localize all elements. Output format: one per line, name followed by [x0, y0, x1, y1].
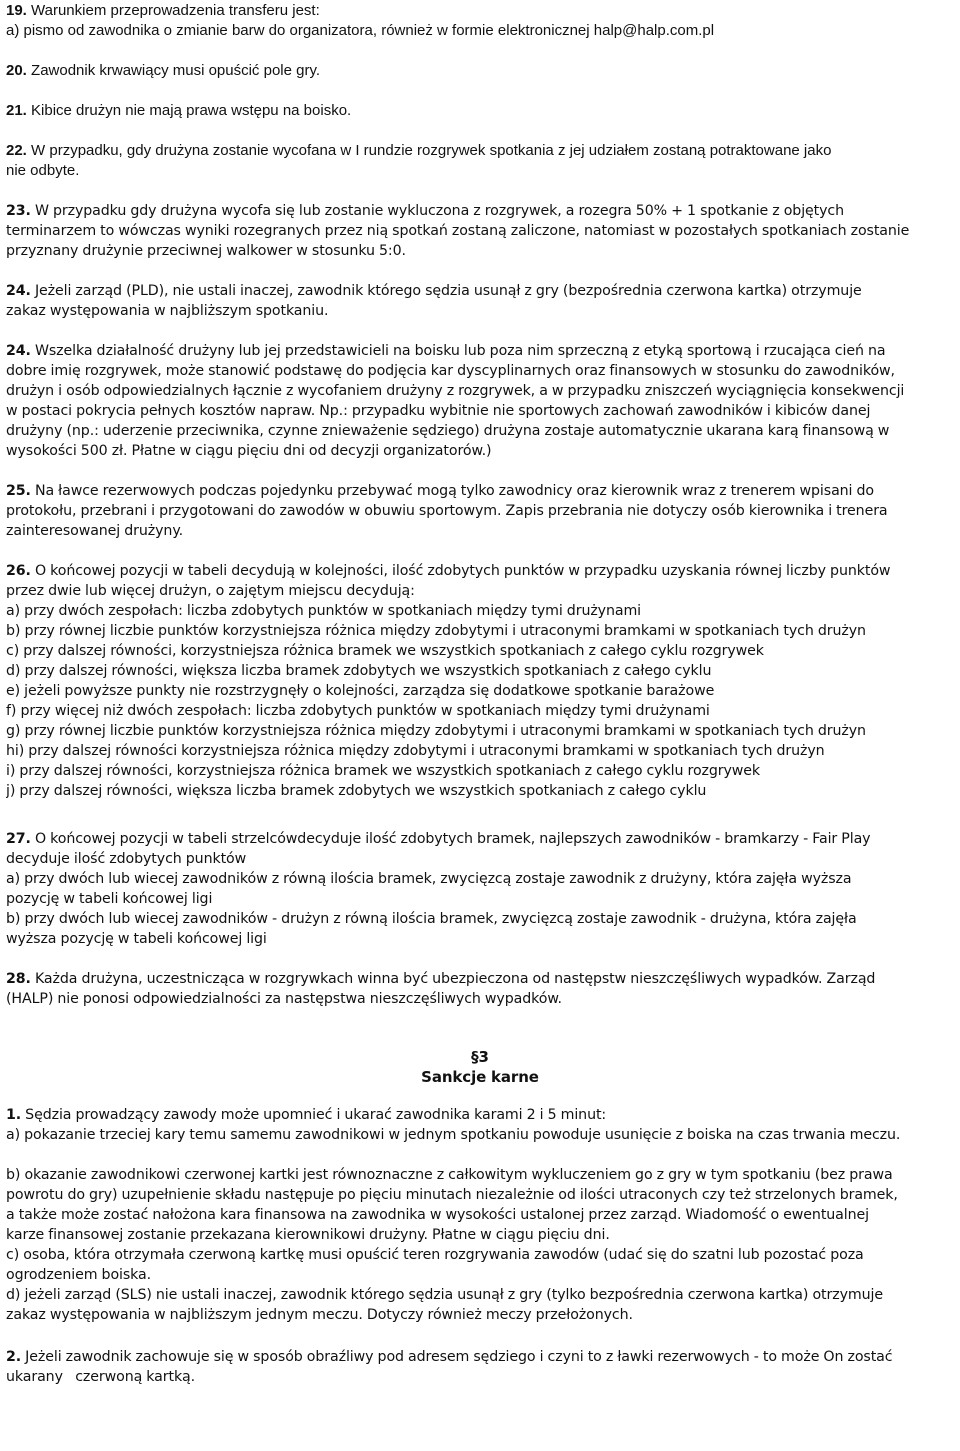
rule-number: 26. [6, 563, 31, 579]
rule-number: 23. [6, 203, 31, 219]
rule-number: 20. [6, 62, 27, 79]
rule-number: 25. [6, 483, 31, 499]
list-item: karze finansowej zostanie przekazana kierownikowi drużyny. Płatne w ciągu pięciu dni. [6, 1227, 610, 1243]
rule-number: 22. [6, 142, 27, 159]
section-heading [6, 1047, 954, 1087]
rule-28 [6, 969, 954, 1009]
rule-text: W przypadku, gdy drużyna zostanie wycofana w I rundzie rozgrywek spotkania z jej udziałem zostaną potraktowane jako [26, 142, 832, 159]
rule-text: Sędzia prowadzący zawody może upomnieć i ukarać zawodnika karami 2 i 5 minut: [21, 1107, 607, 1123]
rule-text: zainteresowanej drużyny. [6, 523, 184, 539]
rule-24-conduct [6, 341, 954, 461]
rule-text: Na ławce rezerwowych podczas pojedynku przebywać mogą tylko zawodnicy oraz kierownik wraz z trenerem wpisani do [30, 483, 874, 499]
rule-text: terminarzem to wówczas wyniki rozegranych przez nią spotkań zostaną zaliczone, natomiast w pozostałych spotkaniach zostanie [6, 223, 910, 239]
list-item: a) przy dwóch zespołach: liczba zdobytych punktów w spotkaniach między tymi drużynami [6, 603, 642, 619]
list-item: c) osoba, która otrzymała czerwoną kartkę musi opuścić teren rozgrywania zawodów (udać się do szatni lub pozostać poza [6, 1247, 864, 1263]
list-item: d) przy dalszej równości, większa liczba bramek zdobytych we wszystkich spotkaniach z całego cyklu [6, 663, 712, 679]
rule-text: Wszelka działalność drużyny lub jej przedstawicieli na boisku lub poza nim sprzeczną z etyką sportową i rzucająca cień na [30, 343, 886, 359]
rule-text: Warunkiem przeprowadzenia transferu jest: [26, 2, 320, 19]
sanction-1-continued [6, 1165, 954, 1325]
rule-number: 1. [6, 1107, 22, 1123]
rule-text: przyznany drużynie przeciwnej walkower w stosunku 5:0. [6, 243, 406, 259]
sanction-1 [6, 1105, 954, 1145]
list-item: b) przy dwóch lub wiecej zawodników - drużyn z równą ilościa bramek, zwycięzcą zostaje zawodnik - drużyna, która zajęła [6, 911, 857, 927]
list-item: pozycję w tabeli końcowej ligi [6, 891, 213, 907]
rule-19 [6, 1, 954, 41]
rule-number: 27. [6, 831, 31, 847]
rule-text: Jeżeli zarząd (PLD), nie ustali inaczej, zawodnik którego sędzia usunął z gry (bezpośrednia czerwona kartka) otrzymuje [30, 283, 862, 299]
list-item: a także może zostać nałożona kara finansowa na zawodnika w wysokości ustalonej przez zarząd. Wiadomość o ewentualnej [6, 1207, 869, 1223]
rule-number: 21. [6, 102, 27, 119]
section-title: Sankcje karne [421, 1068, 539, 1086]
rule-text: a) pismo od zawodnika o zmianie barw do organizatora, również w formie elektronicznej [6, 22, 594, 39]
list-item: e) jeżeli powyższe punkty nie rozstrzygnęły o kolejności, zarządza się dodatkowe spotkanie barażowe [6, 683, 715, 699]
rule-text: Kibice drużyn nie mają prawa wstępu na boisko. [26, 102, 352, 119]
list-item: c) przy dalszej równości, korzystniejsza różnica bramek we wszystkich spotkaniach z całego cyklu rozgrywek [6, 643, 764, 659]
rule-22 [6, 141, 954, 181]
list-item: g) przy równej liczbie punktów korzystniejsza różnica między zdobytymi i utraconymi bramkami w spotkaniach tych drużyn [6, 723, 866, 739]
rule-text: Zawodnik krwawiący musi opuścić pole gry. [26, 62, 321, 79]
rule-number: 19. [6, 2, 27, 19]
list-item: wyższa pozycję w tabeli końcowej ligi [6, 931, 267, 947]
rule-20 [6, 61, 954, 81]
list-item: a) przy dwóch lub wiecej zawodników z równą ilościa bramek, zwycięzcą zostaje zawodnik z drużyny, która zajęła wyższa [6, 871, 852, 887]
rule-text: protokołu, przebrani i przygotowani do zawodów w obuwiu sportowym. Zapis przebrania nie dotyczy osób kierownika i trenera [6, 503, 888, 519]
list-item: b) okazanie zawodnikowi czerwonej kartki jest równoznaczne z całkowitym wykluczeniem go z gry w tym spotkaniu (bez prawa [6, 1167, 893, 1183]
rule-text: decyduje ilość zdobytych punktów [6, 851, 247, 867]
rule-27 [6, 829, 954, 949]
rule-text: przez dwie lub więcej drużyn, o zajętym miejscu decydują: [6, 583, 415, 599]
rule-text: nie odbyte. [6, 162, 80, 179]
list-item: a) pokazanie trzeciej kary temu samemu zawodnikowi w jednym spotkaniu powoduje usunięcie z boiska na czas trwania meczu. [6, 1127, 901, 1143]
rule-21 [6, 101, 954, 121]
list-item: ogrodzeniem boiska. [6, 1267, 152, 1283]
list-item: f) przy więcej niż dwóch zespołach: liczba zdobytych punktów w spotkaniach między tymi drużynami [6, 703, 710, 719]
list-item: zakaz występowania w najbliższym jednym meczu. Dotyczy również meczy przełożonych. [6, 1307, 633, 1323]
rule-text: w postaci pokrycia pełnych kosztów napraw. Np.: przypadku wybitnie nie sportowych zachowań zawodników i kibiców danej [6, 403, 871, 419]
list-item: b) przy równej liczbie punktów korzystniejsza różnica między zdobytymi i utraconymi bramkami w spotkaniach tych drużyn [6, 623, 866, 639]
rule-text: wysokości 500 zł. Płatne w ciągu pięciu dni od decyzji organizatorów.) [6, 443, 492, 459]
rule-23 [6, 201, 954, 261]
rule-text: Każda drużyna, uczestnicząca w rozgrywkach winna być ubezpieczona od następstw nieszczęśliwych wypadków. Zarząd [30, 971, 876, 987]
list-item: d) jeżeli zarząd (SLS) nie ustali inaczej, zawodnik którego sędzia usunął z gry (tylko bezpośrednia czerwona kartka) otrzymuje [6, 1287, 883, 1303]
rule-25 [6, 481, 954, 541]
rule-number: 24. [6, 283, 31, 299]
rule-text: ukarany czerwoną kartką. [6, 1369, 196, 1385]
rule-text: drużyny (np.: uderzenie przeciwnika, czynne znieważenie sędziego) drużyna zostaje automatycznie ukarana karą finansową w [6, 423, 890, 439]
list-item: j) przy dalszej równości, większa liczba bramek zdobytych we wszystkich spotkaniach z całego cyklu [6, 783, 707, 799]
rule-number: 2. [6, 1349, 22, 1365]
rule-text: dobre imię rozgrywek, może stanowić podstawę do podjęcia kar dyscyplinarnych oraz finansowych w stosunku do zawodników, [6, 363, 895, 379]
list-item: hi) przy dalszej równości korzystniejsza różnica między zdobytymi i utraconymi bramkami w spotkaniach tych drużyn [6, 743, 825, 759]
list-item: powrotu do gry) uzupełnienie składu następuje po pięciu minutach niezależnie od ilości utraconych czy też strzelonych bramek, [6, 1187, 898, 1203]
rule-text: drużyn i osób odpowiedzialnych łącznie z wycofaniem drużyny z rozgrywek, a w przypadku zniszczeń wyciągnięcia konsekwencji [6, 383, 905, 399]
rule-24-suspension [6, 281, 954, 321]
rule-number: 28. [6, 971, 31, 987]
rule-text: zakaz występowania w najbliższym spotkaniu. [6, 303, 329, 319]
rule-26 [6, 561, 954, 801]
rule-number: 24. [6, 343, 31, 359]
rule-text: (HALP) nie ponosi odpowiedzialności za następstwa nieszczęśliwych wypadków. [6, 991, 562, 1007]
rule-text: O końcowej pozycji w tabeli strzelcówdecyduje ilość zdobytych bramek, najlepszych zawodników - bramkarzy - Fair Play [30, 831, 871, 847]
rule-text: W przypadku gdy drużyna wycofa się lub zostanie wykluczona z rozgrywek, a rozegra 50% + 1 spotkanie z objętych [30, 203, 845, 219]
rule-text: O końcowej pozycji w tabeli decydują w kolejności, ilość zdobytych punktów w przypadku uzyskania równej liczby punktów [30, 563, 891, 579]
list-item: i) przy dalszej równości, korzystniejsza różnica bramek we wszystkich spotkaniach z całego cyklu rozgrywek [6, 763, 761, 779]
rule-text: Jeżeli zawodnik zachowuje się w sposób obraźliwy pod adresem sędziego i czyni to z ławki rezerwowych - to może On zostać [21, 1349, 893, 1365]
email-link[interactable]: halp@halp.com.pl [593, 22, 715, 39]
section-number: §3 [471, 1048, 489, 1066]
sanction-2 [6, 1347, 954, 1387]
